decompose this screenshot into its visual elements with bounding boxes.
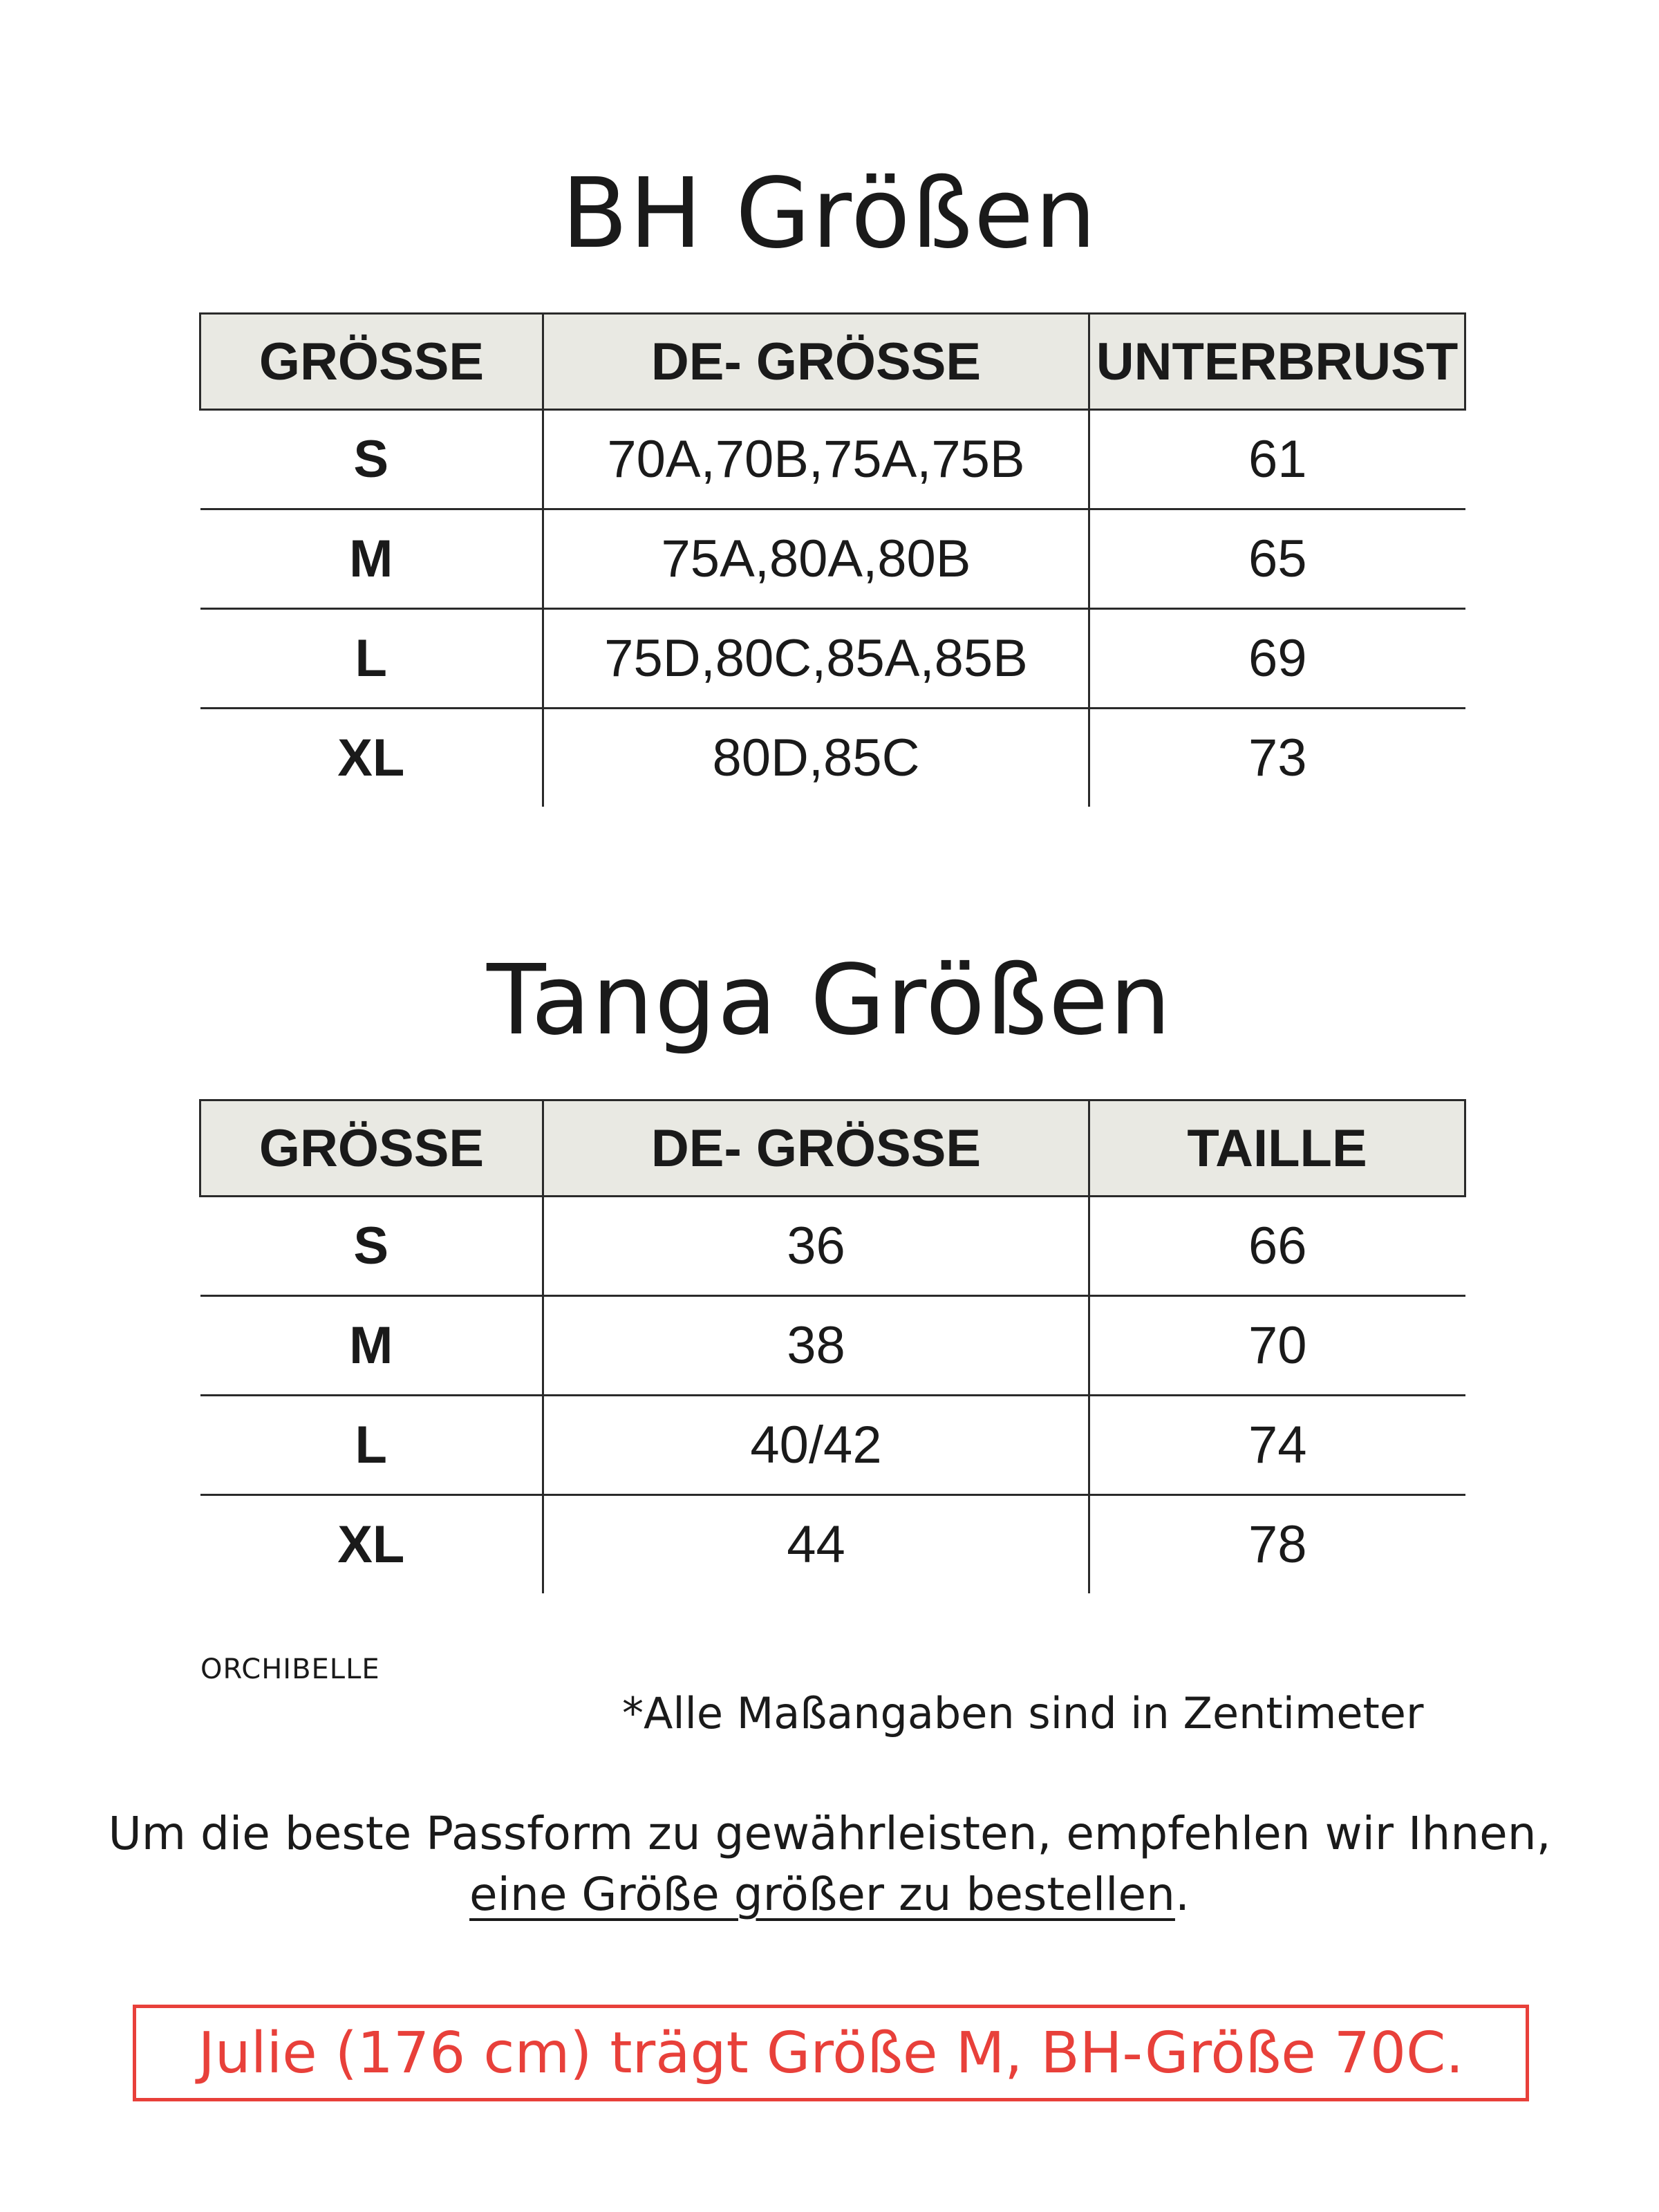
size-cell: M bbox=[200, 509, 543, 609]
model-info-text: Julie (176 cm) trägt Größe M, BH-Größe 70C. bbox=[198, 2020, 1464, 2086]
underbust-cell: 65 bbox=[1089, 509, 1465, 609]
de-size-cell: 40/42 bbox=[543, 1396, 1089, 1495]
de-size-cell: 44 bbox=[543, 1495, 1089, 1594]
size-cell: L bbox=[200, 609, 543, 709]
table-row bbox=[200, 410, 1465, 509]
size-cell: S bbox=[200, 1197, 543, 1296]
size-cell: S bbox=[200, 410, 543, 509]
underbust-cell: 69 bbox=[1089, 609, 1465, 709]
bh-size-table bbox=[199, 312, 1466, 807]
size-cell: M bbox=[200, 1296, 543, 1396]
bh-sizes-title: BH Größen bbox=[561, 158, 1098, 270]
size-cell: XL bbox=[337, 729, 405, 787]
de-size-cell: 38 bbox=[543, 1296, 1089, 1396]
waist-cell: 74 bbox=[1089, 1396, 1465, 1495]
column-header-de-size: DE- GRÖSSE bbox=[543, 1100, 1089, 1197]
model-info-box bbox=[133, 2005, 1529, 2101]
units-note: *Alle Maßangaben sind in Zentimeter bbox=[622, 1688, 1424, 1738]
de-size-cell: 75A,80A,80B bbox=[543, 509, 1089, 609]
table-row bbox=[200, 709, 1465, 807]
table-row bbox=[200, 509, 1465, 609]
fit-advice-period: . bbox=[1174, 1868, 1190, 1921]
de-size-cell: 36 bbox=[543, 1197, 1089, 1296]
size-cell: XL bbox=[337, 1515, 405, 1574]
fit-advice-line-2 bbox=[0, 1868, 1659, 1921]
tanga-size-table bbox=[199, 1099, 1466, 1593]
underbust-cell: 61 bbox=[1089, 410, 1465, 509]
underbust-cell: 73 bbox=[1089, 709, 1465, 807]
table-header-row bbox=[200, 314, 1465, 410]
column-header-underbust: UNTERBRUST bbox=[1089, 314, 1465, 410]
column-header-waist: TAILLE bbox=[1089, 1100, 1465, 1197]
fit-advice-line-1: Um die beste Passform zu gewährleisten, empfehlen wir Ihnen, bbox=[108, 1807, 1551, 1860]
column-header-size: GRÖSSE bbox=[200, 1100, 543, 1197]
table-row bbox=[200, 1396, 1465, 1495]
de-size-cell: 70A,70B,75A,75B bbox=[543, 410, 1089, 509]
table-header-row bbox=[200, 1100, 1465, 1197]
column-header-de-size: DE- GRÖSSE bbox=[543, 314, 1089, 410]
waist-cell: 78 bbox=[1089, 1495, 1465, 1594]
waist-cell: 66 bbox=[1089, 1197, 1465, 1296]
brand-label: ORCHIBELLE bbox=[200, 1653, 380, 1685]
tanga-sizes-title: Tanga Größen bbox=[487, 944, 1172, 1057]
de-size-cell: 80D,85C bbox=[543, 709, 1089, 807]
table-row bbox=[200, 1495, 1465, 1594]
de-size-cell: 75D,80C,85A,85B bbox=[543, 609, 1089, 709]
table-row bbox=[200, 1197, 1465, 1296]
waist-cell: 70 bbox=[1089, 1296, 1465, 1396]
table-row bbox=[200, 609, 1465, 709]
table-row bbox=[200, 1296, 1465, 1396]
fit-advice-emphasis: eine Größe größer zu bestellen bbox=[469, 1868, 1175, 1921]
size-cell: L bbox=[200, 1396, 543, 1495]
column-header-size: GRÖSSE bbox=[200, 314, 543, 410]
